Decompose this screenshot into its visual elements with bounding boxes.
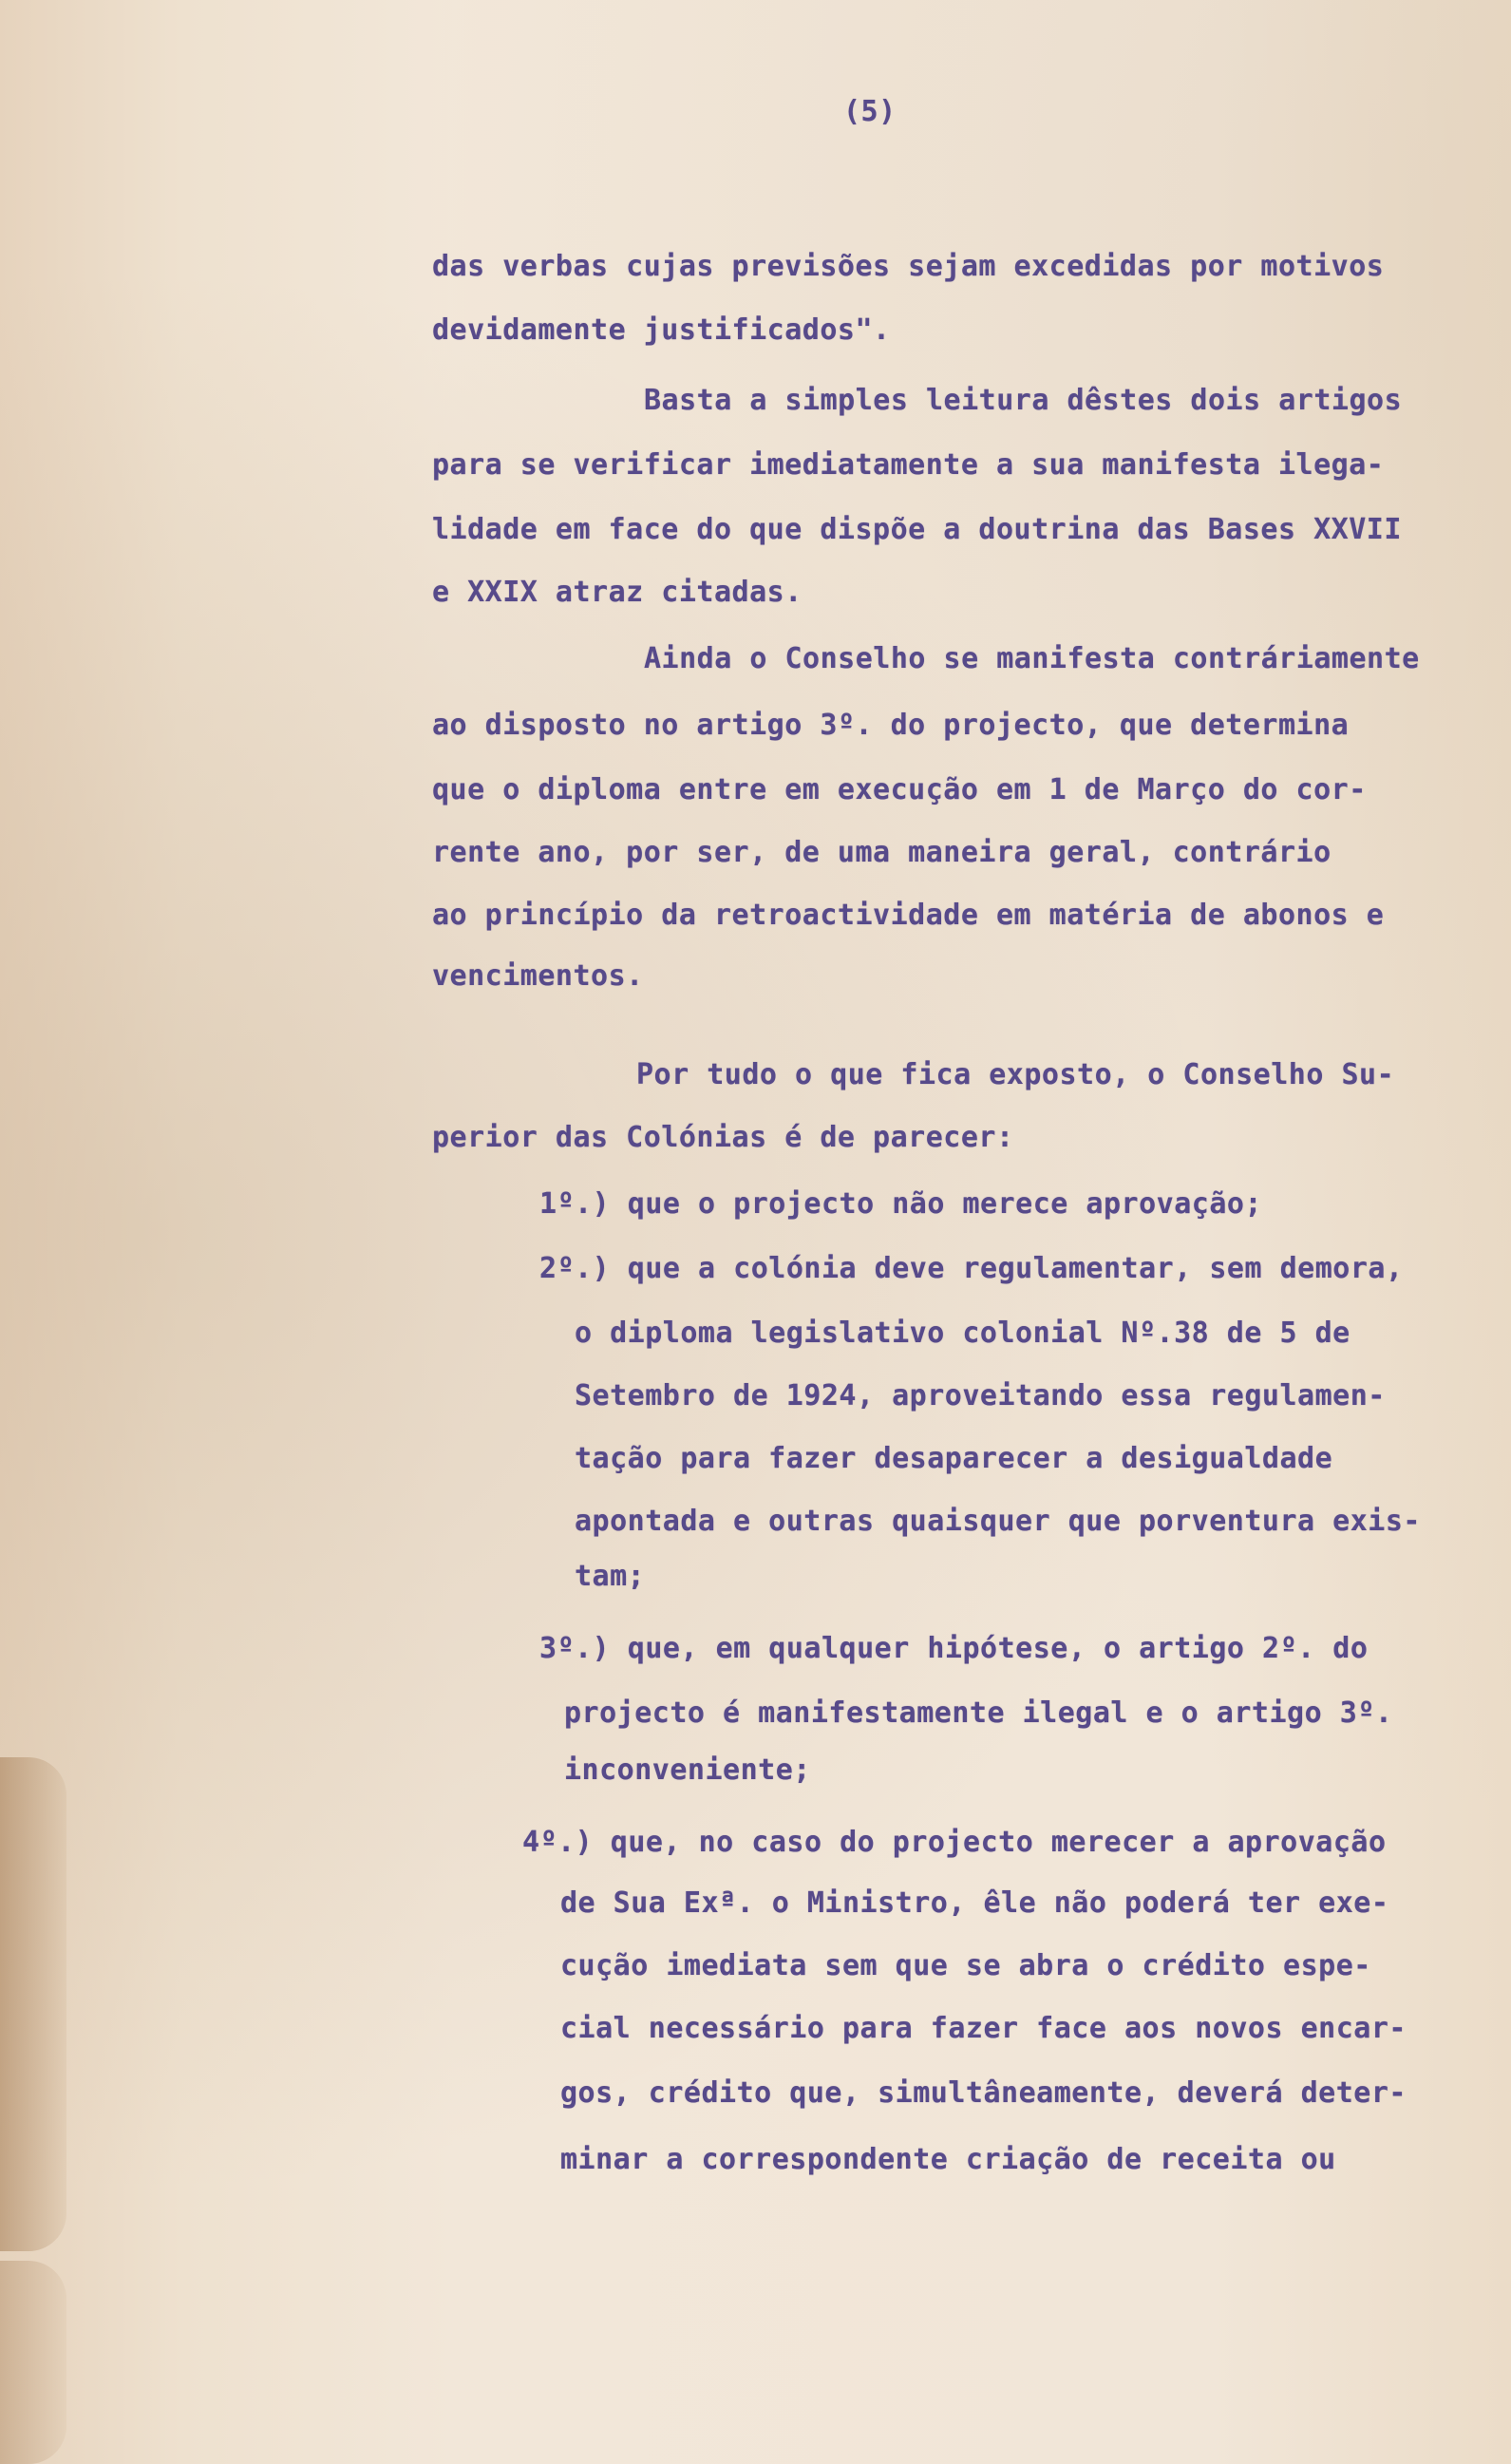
text-line: minar a correspondente criação de receita ou	[560, 2143, 1336, 2176]
paper-stain	[0, 2261, 66, 2464]
text-line: Setembro de 1924, aproveitando essa regulamen-	[575, 1379, 1386, 1412]
text-line: de Sua Exª. o Ministro, êle não poderá ter exe-	[560, 1886, 1389, 1920]
text-line: ao disposto no artigo 3º. do projecto, que determina	[432, 709, 1350, 742]
list-item: 3º.) que, em qualquer hipótese, o artigo 2º. do	[539, 1632, 1369, 1665]
list-item: 4º.) que, no caso do projecto merecer a aprovação	[522, 1826, 1387, 1859]
text-line: para se verificar imediatamente a sua manifesta ilega-	[432, 448, 1385, 482]
text-line: Basta a simples leitura dêstes dois artigos	[644, 384, 1403, 417]
text-line: Por tudo o que fica exposto, o Conselho Su-	[636, 1058, 1395, 1091]
text-line: devidamente justificados".	[432, 313, 891, 347]
text-line: tam;	[575, 1560, 646, 1593]
text-line: cial necessário para fazer face aos novos encar-	[560, 2012, 1407, 2045]
text-line: inconveniente;	[564, 1753, 811, 1787]
paper-stain	[0, 1757, 66, 2251]
text-line: apontada e outras quaisquer que porventura exis-	[575, 1505, 1421, 1538]
text-line: das verbas cujas previsões sejam excedidas por motivos	[432, 250, 1385, 283]
text-line: lidade em face do que dispõe a doutrina das Bases XXVII	[432, 513, 1402, 546]
text-line: perior das Colónias é de parecer:	[432, 1121, 1014, 1154]
list-item: 2º.) que a colónia deve regulamentar, sem demora,	[539, 1252, 1404, 1285]
text-line: tação para fazer desaparecer a desigualdade	[575, 1442, 1333, 1475]
text-line: vencimentos.	[432, 959, 644, 993]
text-line: gos, crédito que, simultâneamente, deverá deter-	[560, 2076, 1407, 2110]
text-line: ao princípio da retroactividade em matéria de abonos e	[432, 899, 1385, 932]
text-line: e XXIX atraz citadas.	[432, 576, 803, 609]
text-line: que o diploma entre em execução em 1 de Março do cor-	[432, 773, 1367, 806]
text-line: Ainda o Conselho se manifesta contráriamente	[644, 642, 1420, 675]
text-line: projecto é manifestamente ilegal e o artigo 3º.	[564, 1696, 1393, 1730]
text-line: o diploma legislativo colonial Nº.38 de 5 de	[575, 1317, 1350, 1350]
text-line: cução imediata sem que se abra o crédito espe-	[560, 1949, 1371, 1982]
page-number: (5)	[843, 95, 897, 128]
text-line: rente ano, por ser, de uma maneira geral, contrário	[432, 836, 1332, 869]
list-item: 1º.) que o projecto não merece aprovação;	[539, 1187, 1263, 1221]
